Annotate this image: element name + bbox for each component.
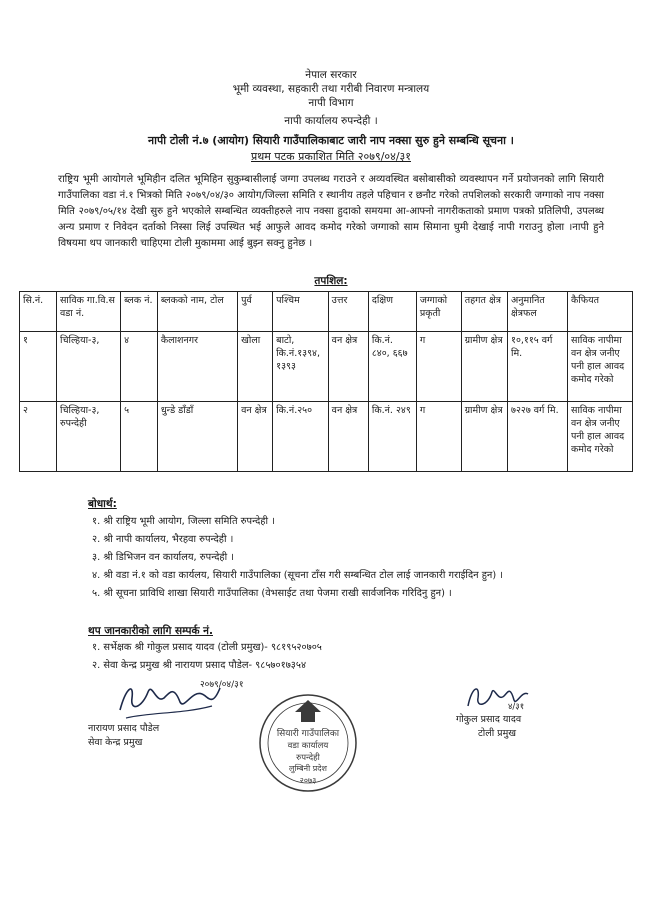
list-item: २. सेवा केन्द्र प्रमुख श्री नारायण प्रसाद पौडेल- ९८५७०१७३५४ (92, 660, 307, 671)
right-signatory-name: गोकुल प्रसाद यादव (456, 714, 522, 725)
cell-north: वन क्षेत्र (328, 332, 368, 402)
cell-block-name: कैलाशनगर (157, 332, 237, 402)
office-seal-icon (253, 688, 363, 798)
seal-text-3: रुपन्देही (296, 753, 320, 763)
cell-east: वन क्षेत्र (238, 402, 273, 472)
col-header-block-no: ब्लक नं. (121, 292, 158, 332)
header-line-1: नेपाल सरकार (305, 69, 357, 81)
table-header-row (20, 292, 633, 332)
left-signatory-name: नारायण प्रसाद पौडेल (88, 723, 160, 734)
cell-area-level: ग्रामीण क्षेत्र (461, 402, 507, 472)
table-row (20, 332, 633, 402)
left-signature-icon (112, 668, 272, 728)
notice-paragraph: राष्ट्रिय भूमी आयोगले भूमिहीन दलित भूमिहिन सुकुम्बासीलाई जग्गा उपलब्ध गराउने र अव्यवस्थित बसोबासीको व्यवस्थापन गर्ने प्रयोजनको लागि सियारी गाउँपालिका वडा नं.१ भित्रको मिति २०७९/०४/३० आयोग/जिल्ला समिति र स्थानीय तहले पहिचान र छनौट गरेको तपशिलको सरकारी जग्गाको नाप नक्सा मिति २०७९/०५/१४ देखी सुरु हुने भएकोले सम्बन्धित व्यक्तीहरुले नाप नक्सा हुदाको समयमा आ-आफ्नो नागरीकताको प्रमाण पत्रको प्रतिलिपी, उपलब्ध अन्य प्रमाण र निवेदन दर्ताको निस्सा लिई उपस्थित भई आफुले आवद कमोद गरेको जग्गाको साम सिमाना घुमी देखाई नापी गराउनु होला ।नापी हुने विषयमा थप जानकारी चाहिएमा टोली मुकाममा आई बुझ्न सक्नु हुनेछ । (58, 174, 604, 249)
cell-north: वन क्षेत्र (328, 402, 368, 472)
col-header-remarks: कैफियत (568, 292, 633, 332)
published-date: प्रथम पटक प्रकाशित मिति २०७९/०४/३१ (251, 150, 411, 163)
cell-old-ward: चिल्हिया-३, (56, 332, 120, 402)
list-item: १. श्री राष्ट्रिय भूमी आयोग, जिल्ला समिति रुपन्देही । (92, 516, 275, 527)
seal-text-5: २०७३ (299, 776, 317, 785)
list-item: ३. श्री डिभिजन वन कार्यालय, रुपन्देही । (92, 552, 234, 563)
col-header-land-type: जग्गाको प्रकृती (416, 292, 461, 332)
header-line-4: नापी कार्यालय रुपन्देही । (284, 115, 378, 127)
col-header-west: पश्चिम (273, 292, 329, 332)
cell-west: कि.नं.२५० (273, 402, 329, 472)
cell-south: कि.नं. ८४०, ६६७ (368, 332, 416, 402)
left-signature-date: २०७९/०४/३१ (200, 680, 244, 690)
list-item: १. सर्भेक्षक श्री गोकुल प्रसाद यादव (टोली प्रमुख)- ९८१९५२०७०५ (92, 642, 322, 653)
cc-list (92, 514, 572, 604)
col-header-area-level: तहगत क्षेत्र (461, 292, 507, 332)
cell-land-type: ग (416, 402, 461, 472)
list-item: ४. श्री वडा नं.१ को वडा कार्यलय, सियारी गाउँपालिका (सूचना टाँस गरी सम्बन्धित टोल लाई जानकारी गराईदिन हुन) । (92, 570, 504, 581)
left-signatory (88, 722, 159, 750)
cell-land-type: ग (416, 332, 461, 402)
right-signatory (456, 713, 521, 741)
col-header-block-name: ब्लकको नाम, टोल (157, 292, 237, 332)
notice-title: नापी टोली नं.७ (आयोग) सियारी गाउँपालिकाबाट जारी नाप नक्सा सुरु हुने सम्बन्धि सूचना । (148, 134, 514, 147)
seal-text-1: सियारी गाउँपालिका (276, 729, 340, 739)
table-row (20, 402, 633, 472)
cell-est-area: ७२२७ वर्ग मि. (508, 402, 568, 472)
seal-text-4: लुम्बिनी प्रदेश (289, 764, 327, 773)
cell-south: कि.नं. २४९ (368, 402, 416, 472)
cell-remarks: साविक नापीमा वन क्षेत्र जनीए पनी हाल आवद कमोद गरेको (568, 332, 633, 402)
cell-west: बाटो, कि.नं.१३९४, १३९३ (273, 332, 329, 402)
cell-old-ward: चिल्हिया-३, रुपन्देही (56, 402, 120, 472)
header-line-3: नापी विभाग (308, 97, 354, 109)
parcel-table (19, 291, 633, 472)
right-signatory-title: टोली प्रमुख (478, 728, 517, 739)
right-signature-date: ४/३१ (508, 702, 525, 712)
cell-est-area: १०,११५ वर्ग मि. (508, 332, 568, 402)
cell-block-no: ५ (121, 402, 158, 472)
col-header-sn: सि.नं. (20, 292, 57, 332)
list-item: २. श्री नापी कार्यालय, भैरहवा रुपन्देही । (92, 534, 234, 545)
table-title: तपशिल: (314, 275, 348, 287)
cell-sn: १ (20, 332, 57, 402)
col-header-est-area: अनुमानित क्षेत्रफल (508, 292, 568, 332)
col-header-north: उत्तर (328, 292, 368, 332)
cell-block-no: ४ (121, 332, 158, 402)
col-header-old-ward: साविक गा.वि.स वडा नं. (56, 292, 120, 332)
left-signatory-title: सेवा केन्द्र प्रमुख (88, 737, 143, 748)
contact-title: थप जानकारीको लागि सम्पर्क नं. (88, 625, 213, 637)
cell-sn: २ (20, 402, 57, 472)
list-item: ५. श्री सूचना प्राविधि शाखा सियारी गाउँपालिका (वेभसाईट तथा पेजमा राखी सार्वजनिक गरिदिनु हुन) । (92, 588, 452, 599)
cell-east: खोला (238, 332, 273, 402)
cell-area-level: ग्रामीण क्षेत्र (461, 332, 507, 402)
seal-text-2: वडा कार्यालय (287, 741, 329, 751)
right-signature-icon (462, 676, 542, 716)
cell-remarks: साविक नापीमा वन क्षेत्र जनीए पनी हाल आवद कमोद गरेको (568, 402, 633, 472)
cell-block-name: धुन्डे डाँडाँ (157, 402, 237, 472)
govt-header (0, 68, 662, 164)
cc-title: बोधार्थ: (88, 498, 117, 510)
col-header-east: पुर्व (238, 292, 273, 332)
col-header-south: दक्षिण (368, 292, 416, 332)
header-line-2: भूमी व्यवस्था, सहकारी तथा गरीबी निवारण मन्त्रालय (232, 83, 430, 95)
